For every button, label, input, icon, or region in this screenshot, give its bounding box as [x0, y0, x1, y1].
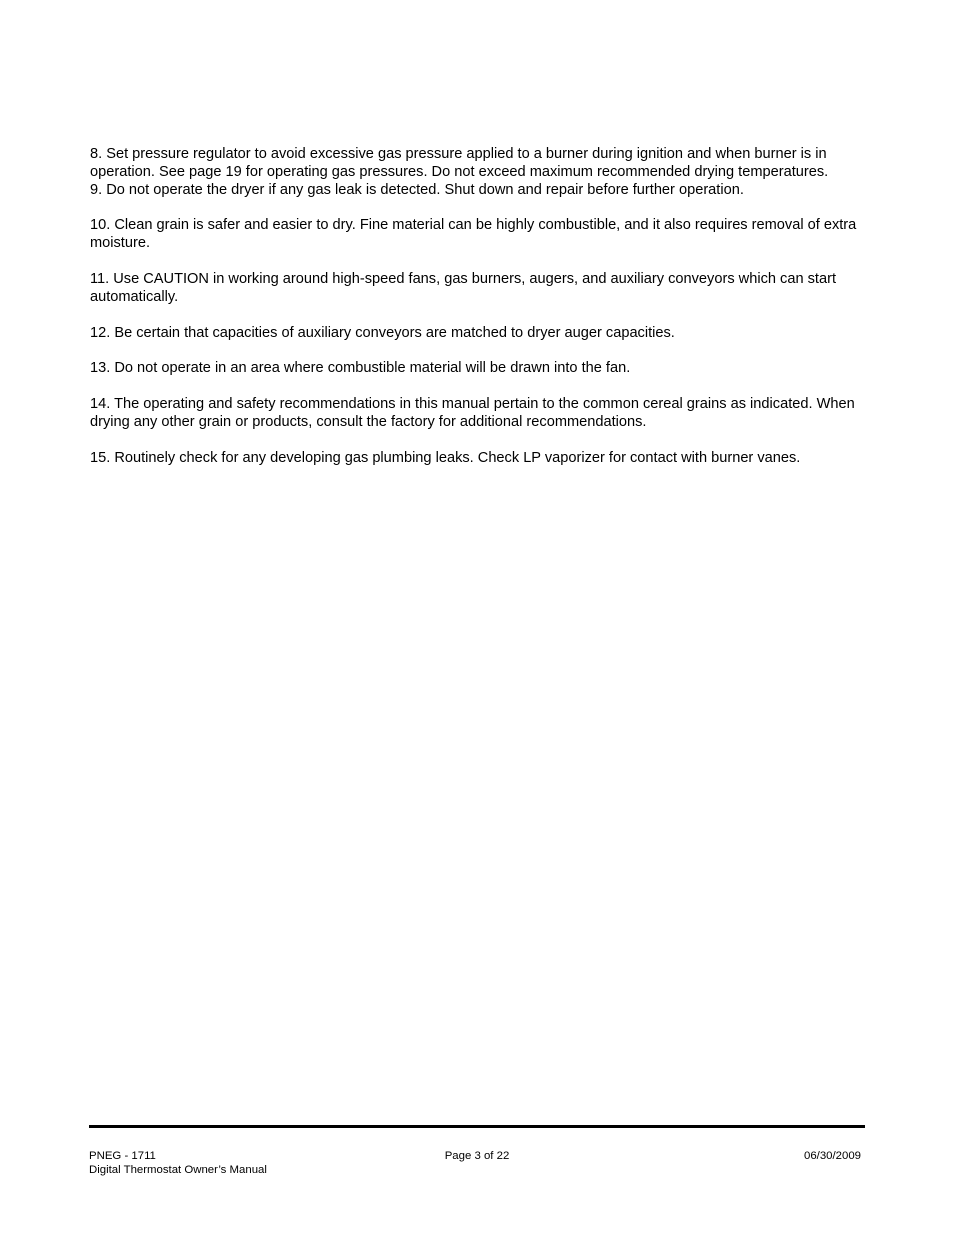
footer-doc-number: PNEG - 1711	[89, 1150, 156, 1162]
instruction-item-12: 12. Be certain that capacities of auxiliary conveyors are matched to dryer auger capacities.	[90, 324, 675, 341]
instruction-item-15: 15. Routinely check for any developing gas plumbing leaks. Check LP vaporizer for contact with burner vanes.	[90, 449, 801, 466]
instruction-item-8: 8. Set pressure regulator to avoid excessive gas pressure applied to a burner during ignition and when burner is in operation. See page 19 for operating gas pressures. Do not exceed maximum recommended drying temperatures.	[90, 146, 829, 180]
instruction-item-14: 14. The operating and safety recommendations in this manual pertain to the common cereal grains as indicated. When drying any other grain or products, consult the factory for additional recommendations.	[90, 396, 855, 430]
safety-instructions-list	[90, 146, 866, 486]
footer-page-number: Page 3 of 22	[444, 1150, 510, 1162]
footer-divider	[89, 1125, 865, 1128]
footer-date: 06/30/2009	[803, 1150, 861, 1162]
footer-doc-title: Digital Thermostat Owner’s Manual	[89, 1164, 267, 1176]
instruction-item-11: 11. Use CAUTION in working around high-speed fans, gas burners, augers, and auxiliary conveyors which can start automatically.	[90, 270, 836, 305]
instruction-item-9: 9. Do not operate the dryer if any gas leak is detected. Shut down and repair before further operation.	[90, 181, 744, 198]
instruction-item-10: 10. Clean grain is safer and easier to dry. Fine material can be highly combustible, and it also requires removal of extra moisture.	[90, 217, 857, 252]
instruction-item-13: 13. Do not operate in an area where combustible material will be drawn into the fan.	[90, 360, 631, 377]
page-footer	[89, 1149, 865, 1181]
